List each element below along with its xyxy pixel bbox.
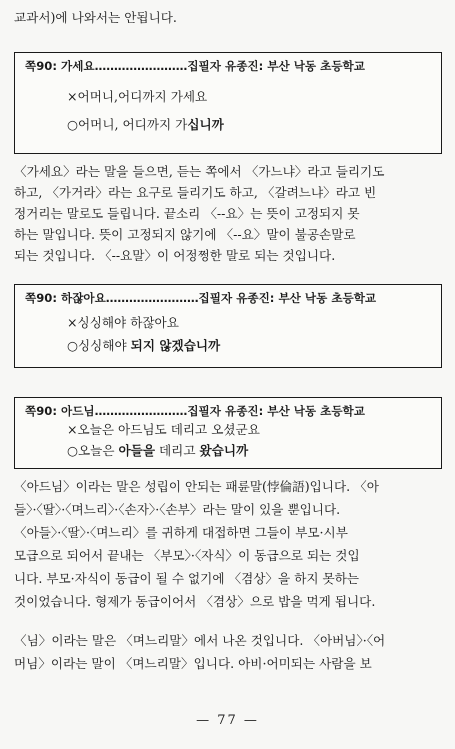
page-number: — 77 — bbox=[196, 713, 259, 728]
paragraph-line: 하고, 〈가거라〉라는 요구로 들리기도 하고, 〈갈려느냐〉라고 빈 bbox=[14, 185, 377, 200]
example-box-adeunim bbox=[14, 397, 442, 469]
box-header: 쪽90: 아드님……………………집필자 유종진: 부산 낙동 초등학교 bbox=[25, 404, 365, 418]
intro-line: 교과서)에 나와서는 안됩니다. bbox=[14, 10, 177, 25]
paragraph-line: 머님〉이라는 말이 〈며느리말〉입니다. 아비·어미되는 사람을 보 bbox=[14, 656, 372, 671]
correct-example: ○싱싱해야 되지 않겠습니까 bbox=[67, 338, 221, 353]
wrong-example: ×싱싱해야 하잖아요 bbox=[67, 315, 179, 330]
paragraph-line: 되는 것입니다. 〈--요말〉이 어정쩡한 말로 되는 것입니다. bbox=[14, 248, 336, 263]
paragraph-line: 〈아드님〉이라는 말은 성립이 안되는 패륜말(悖倫語)입니다. 〈아 bbox=[14, 479, 379, 494]
paragraph-line: 모급으로 되어서 끝내는 〈부모〉·〈자식〉이 동급으로 되는 것입 bbox=[14, 548, 360, 563]
paragraph-line: 〈가세요〉라는 말을 들으면, 듣는 쪽에서 〈가느냐〉라고 들리기도 bbox=[14, 164, 385, 179]
wrong-example: ×어머니,어디까지 가세요 bbox=[67, 89, 208, 104]
paragraph-line: 〈님〉이라는 말은 〈며느리말〉에서 나온 것입니다. 〈아버님〉·〈어 bbox=[14, 633, 386, 648]
box-header: 쪽90: 하잖아요……………………집필자 유종진: 부산 낙동 초등학교 bbox=[25, 291, 377, 305]
correct-example: ○오늘은 아들을 데리고 왔습니까 bbox=[67, 443, 249, 458]
paragraph-line: 〈아들〉·〈딸〉·〈며느리〉를 귀하게 대접하면 그들이 부모·시부 bbox=[14, 525, 348, 540]
example-box-hajanayo bbox=[14, 284, 442, 368]
correct-example: ○어머니, 어디까지 가십니까 bbox=[67, 117, 224, 132]
paragraph-line: 니다. 부모·자식이 동급이 될 수 없기에 〈겸상〉을 하지 못하는 bbox=[14, 571, 360, 586]
box-header: 쪽90: 가세요……………………집필자 유종진: 부산 낙동 초등학교 bbox=[25, 59, 365, 73]
paragraph-line: 하는 말입니다. 뜻이 고정되지 않기에 〈--요〉말이 불공손말로 bbox=[14, 227, 356, 242]
example-box-gaseyo bbox=[14, 52, 442, 154]
paragraph-line: 들〉·〈딸〉·〈며느리〉·〈손자〉·〈손부〉라는 말이 있을 뿐입니다. bbox=[14, 502, 341, 517]
paragraph-line: 정거리는 말로도 들립니다. 끝소리 〈--요〉는 뜻이 고정되지 못 bbox=[14, 206, 360, 221]
paragraph-line: 것이었습니다. 형제가 동급이어서 〈겸상〉으로 밥을 먹게 됩니다. bbox=[14, 594, 376, 609]
wrong-example: ×오늘은 아드님도 데리고 오셨군요 bbox=[67, 422, 260, 437]
